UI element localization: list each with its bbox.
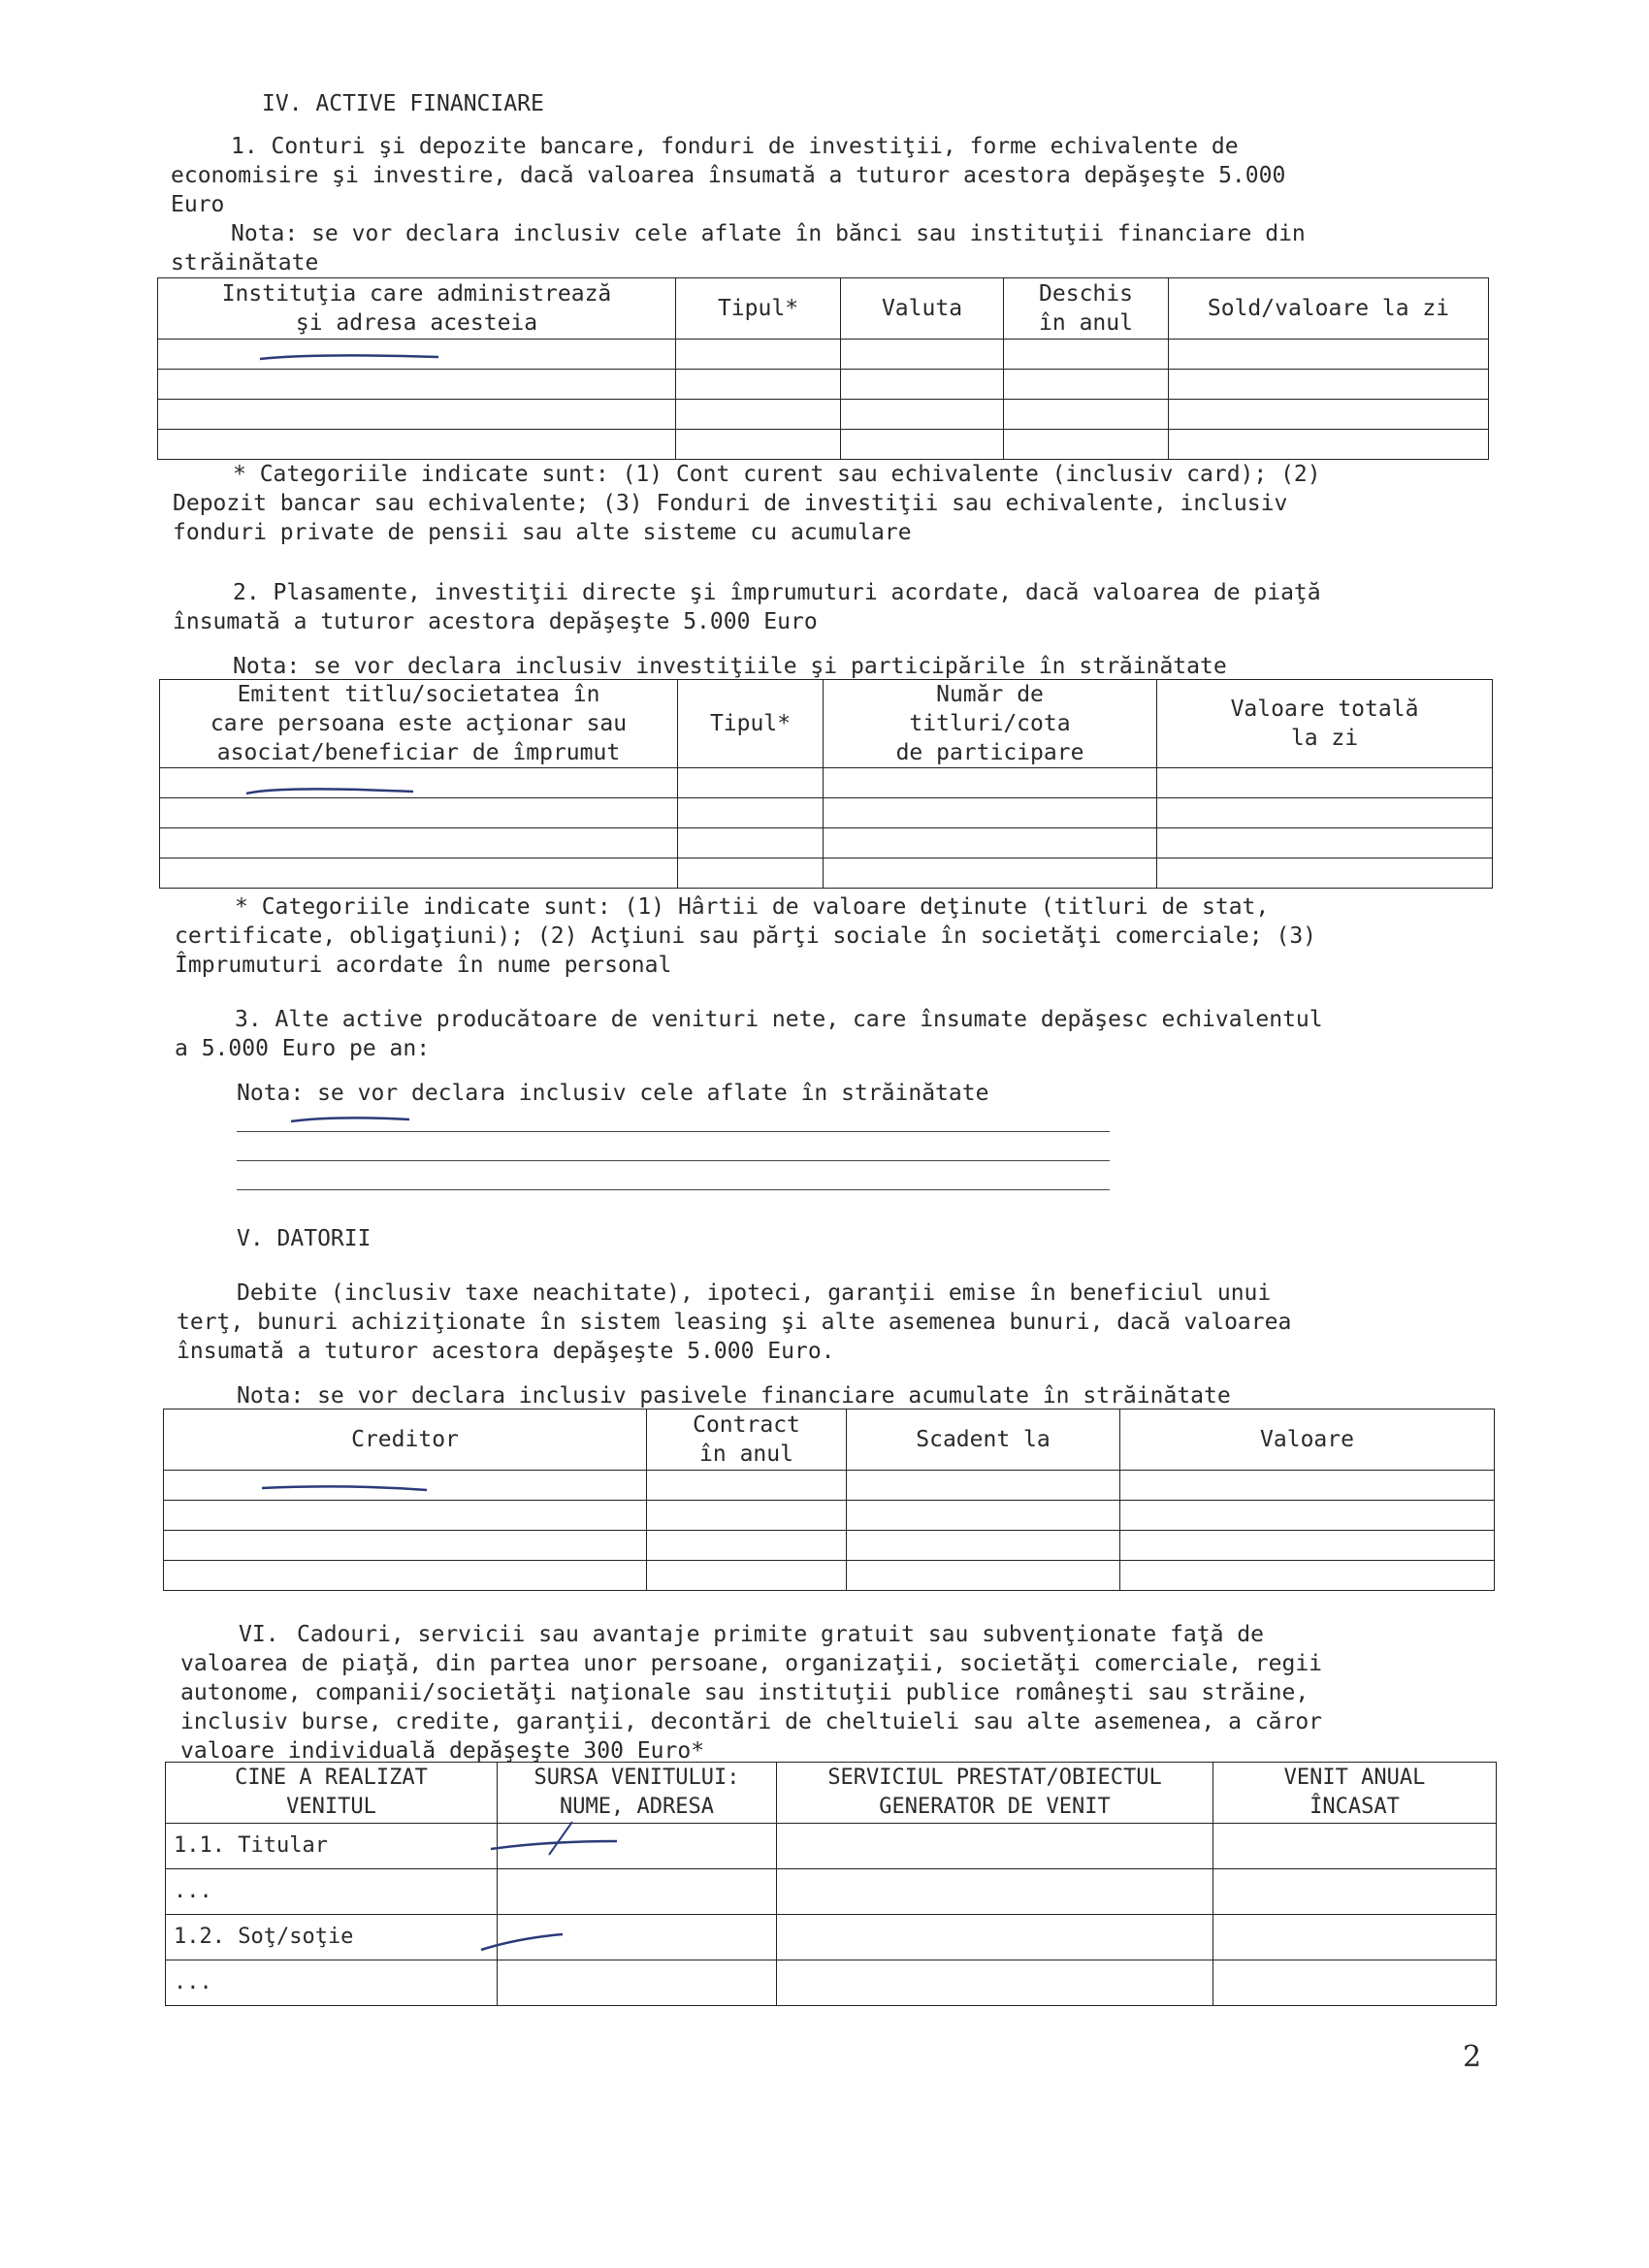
- pen-dash-mark: [260, 1482, 431, 1496]
- table-row: 1.2. Soţ/soţie: [166, 1915, 1497, 1960]
- table-row: ...: [166, 1960, 1497, 2006]
- table-row: [158, 430, 1489, 460]
- table-row: [164, 1531, 1495, 1561]
- table-row: [160, 798, 1493, 828]
- section-iv-3-note: Nota: se vor declara inclusiv cele aflate în străinătate: [237, 1081, 989, 1106]
- table-row: [164, 1561, 1495, 1591]
- page-number: 2: [1463, 2040, 1482, 2074]
- header-service: SERVICIUL PRESTAT/OBIECTUL GENERATOR DE VENIT: [777, 1763, 1213, 1824]
- header-source: SURSA VENITULUI: NUME, ADRESA: [498, 1763, 777, 1824]
- section-iv-1-text: 1. Conturi şi depozite bancare, fonduri de investiţii, forme echivalente de economisire şi investire, dacă valoarea însumată a tuturor acestora depăşeşte 5.000 Euro: [171, 134, 1286, 217]
- section-iv-1-footnote: * Categoriile indicate sunt: (1) Cont curent sau echivalente (inclusiv card); (2) Depozit bancar sau echivalente; (3) Fonduri de investiţii sau echivalente, inclusiv fonduri private de pensii sau alte sisteme cu acumulare: [173, 462, 1321, 545]
- debts-table: [163, 1409, 1495, 1591]
- gifts-table: [165, 1762, 1497, 2006]
- pen-dash-mark: [479, 1932, 566, 1956]
- pen-dash-mark: [258, 351, 442, 365]
- section-iv-3-text: 3. Alte active producătoare de venituri nete, care însumate depăşesc echivalentul a 5.000 Euro pe an:: [175, 1007, 1323, 1061]
- header-contract-year: Contract în anul: [647, 1409, 847, 1471]
- section-iv-2-note: Nota: se vor declara inclusiv investiţiile şi participările în străinătate: [233, 654, 1227, 679]
- header-due: Scadent la: [847, 1409, 1120, 1471]
- header-creditor: Creditor: [164, 1409, 647, 1471]
- section-iv-2-footnote: * Categoriile indicate sunt: (1) Hârtii de valoare deţinute (titluri de stat, certificate, obligaţiuni); (2) Acţiuni sau părţi sociale în societăţi comerciale; (3) Împrumuturi acordate în nume personal: [175, 894, 1317, 978]
- blank-line: [237, 1131, 1110, 1132]
- section-v-title: V. DATORII: [237, 1226, 372, 1251]
- header-value: Valoare: [1120, 1409, 1495, 1471]
- header-type: Tipul*: [676, 278, 841, 340]
- section-v-text: Debite (inclusiv taxe neachitate), ipoteci, garanţii emise în beneficiul unui terţ, bunuri achiziţionate în sistem leasing şi alte asemenea bunuri, dacă valoarea însumată a tuturor acestora depăşeşte 5.000 Euro.: [177, 1280, 1292, 1364]
- table-row: [160, 859, 1493, 889]
- header-issuer: Emitent titlu/societatea în care persoana este acţionar sau asociat/beneficiar de împrumut: [160, 680, 678, 768]
- table-row: 1.1. Titular: [166, 1824, 1497, 1869]
- table-row: [164, 1501, 1495, 1531]
- pen-dash-mark: [242, 782, 417, 799]
- blank-line: [237, 1189, 1110, 1190]
- table-row: [160, 828, 1493, 859]
- blank-line: [237, 1160, 1110, 1161]
- header-type: Tipul*: [678, 680, 824, 768]
- section-iv-title: IV. ACTIVE FINANCIARE: [262, 91, 544, 116]
- header-income: VENIT ANUAL ÎNCASAT: [1213, 1763, 1497, 1824]
- section-vi-text: Cadouri, servicii sau avantaje primite gratuit sau subvenţionate faţă de valoarea de piaţă, din partea unor persoane, organizaţii, societăţi comerciale, regii autonome, companii/societăţi naţionale sau instituţii publice româneşti sau străine, inclusiv burse, credite, garanţii, decontări de cheltuieli sau alte asemenea, a căror valoare individuală depăşeşte 300 Euro*: [180, 1622, 1323, 1764]
- header-opened-year: Deschis în anul: [1004, 278, 1169, 340]
- table-row: ...: [166, 1869, 1497, 1915]
- section-iv-2-text: 2. Plasamente, investiţii directe şi împrumuturi acordate, dacă valoarea de piaţă însumată a tuturor acestora depăşeşte 5.000 Euro: [173, 580, 1321, 634]
- header-currency: Valuta: [841, 278, 1004, 340]
- section-v-note: Nota: se vor declara inclusiv pasivele financiare acumulate în străinătate: [237, 1383, 1231, 1409]
- section-iv-1-note: Nota: se vor declara inclusiv cele aflate în bănci sau instituţii financiare din străinătate: [171, 221, 1306, 275]
- table-row: [158, 400, 1489, 430]
- table-row: [158, 370, 1489, 400]
- pen-check-mark: [489, 1820, 621, 1859]
- header-shares: Număr de titluri/cota de participare: [824, 680, 1157, 768]
- section-vi-title: VI.: [239, 1622, 279, 1647]
- header-total-value: Valoare totală la zi: [1157, 680, 1493, 768]
- header-institution: Instituţia care administrează şi adresa acesteia: [158, 278, 676, 340]
- header-who: CINE A REALIZAT VENITUL: [166, 1763, 498, 1824]
- pen-dash-mark: [287, 1114, 413, 1127]
- header-balance: Sold/valoare la zi: [1169, 278, 1489, 340]
- bank-accounts-table: [157, 277, 1489, 460]
